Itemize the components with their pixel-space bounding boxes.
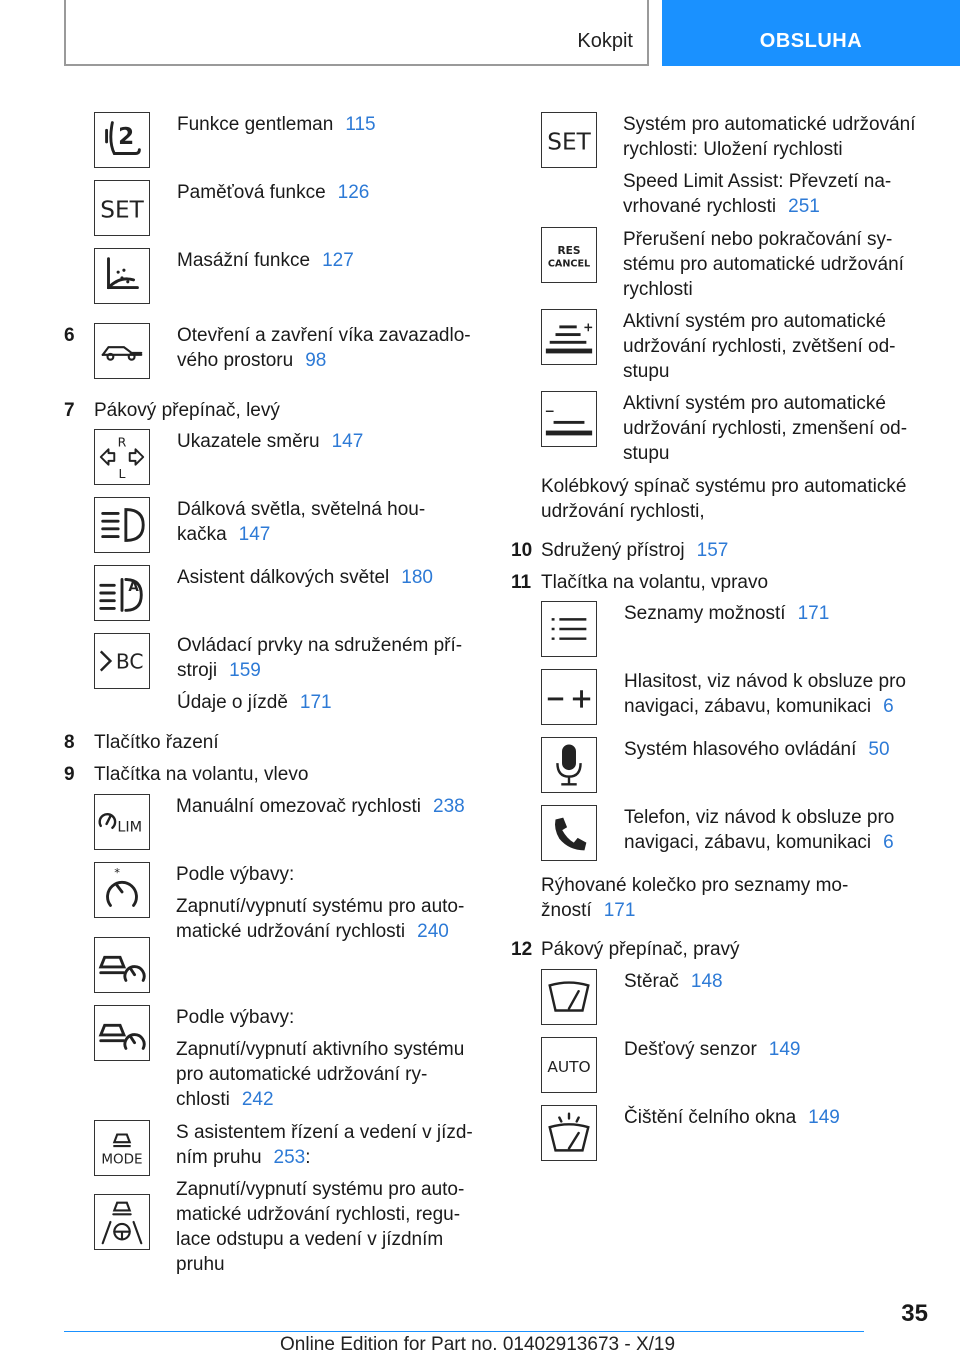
- high-beam-line2: kačka 147: [177, 524, 271, 545]
- item-number: 8: [64, 732, 75, 753]
- minus-line2: udržování rychlosti, zmenšení od-: [623, 418, 908, 439]
- memory-entry: Paměťová funkce 126: [177, 182, 370, 203]
- page-link[interactable]: 171: [797, 603, 830, 624]
- bc-line1: Ovládací prvky na sdruženém pří-: [177, 635, 463, 656]
- cruise-line3: matické udržování rychlosti 240: [176, 921, 449, 942]
- rocker-line2: udržování rychlosti,: [541, 501, 705, 522]
- mode-line1: S asistentem řízení a vedení v jízd-: [176, 1122, 473, 1143]
- page-link[interactable]: 6: [883, 696, 894, 717]
- high-beam-assist-entry: Asistent dálkových světel 180: [177, 567, 433, 588]
- cruise-line2: Zapnutí/vypnutí systému pro auto-: [176, 896, 465, 917]
- svg-text:R: R: [117, 434, 127, 450]
- assist-line2: matické udržování rychlosti, regu-: [176, 1204, 461, 1225]
- item-heading: Pákový přepínač, levý: [94, 400, 280, 421]
- wiper-icon: [541, 969, 597, 1025]
- svg-text:BC: BC: [115, 649, 144, 674]
- svg-text:A: A: [128, 579, 139, 596]
- page-link[interactable]: 242: [241, 1089, 274, 1110]
- set-memory-icon: [94, 180, 150, 236]
- page-link[interactable]: 115: [345, 114, 376, 135]
- page-link[interactable]: 147: [331, 431, 364, 452]
- high-beam-line1: Dálková světla, světelná hou-: [177, 499, 426, 520]
- wheel-line1: Rýhované kolečko pro seznamy mo-: [541, 875, 849, 896]
- acc-line3: pro automatické udržování ry-: [176, 1064, 428, 1085]
- item-heading: Tlačítka na volantu, vpravo: [541, 572, 769, 593]
- page-link[interactable]: 147: [238, 524, 271, 545]
- trunk-line1: Otevření a zavření víka zavazadlo-: [177, 325, 471, 346]
- distance-plus-icon: [541, 309, 597, 365]
- list-icon: [541, 601, 597, 657]
- bc-line2: stroji 159: [177, 660, 261, 681]
- assist-line1: Zapnutí/vypnutí systému pro auto-: [176, 1179, 465, 1200]
- acc-line4: chlosti 242: [176, 1089, 274, 1110]
- trunk-line2: vého prostoru 98: [177, 350, 327, 371]
- trip-data-entry: Údaje o jízdě 171: [177, 692, 332, 713]
- svg-text:SET: SET: [547, 129, 591, 156]
- page-link[interactable]: 251: [788, 196, 820, 217]
- header-chapter-title: OBSLUHA: [759, 30, 863, 52]
- phone-line1: Telefon, viz návod k obsluze pro: [624, 807, 895, 828]
- turn-signal-entry: Ukazatele směru 147: [177, 431, 364, 452]
- svg-text:2: 2: [118, 123, 135, 150]
- page-link[interactable]: 149: [768, 1039, 801, 1060]
- svg-text:L: L: [118, 466, 126, 482]
- header-section-box: [64, 0, 649, 66]
- item-heading: Sdružený přístroj 157: [541, 540, 729, 561]
- turn-signal-icon: [94, 429, 150, 485]
- mode-icon: [94, 1120, 150, 1176]
- bc-button-icon: [94, 633, 150, 689]
- svg-text:MODE: MODE: [101, 1151, 143, 1168]
- car-trunk-icon: [94, 323, 150, 379]
- page-link[interactable]: 50: [868, 739, 890, 760]
- set-speed-icon: [541, 112, 597, 168]
- phone-line2: navigaci, zábavu, komunikaci 6: [624, 832, 894, 853]
- set-line4: vrhované rychlosti 251: [623, 196, 820, 217]
- item-number: 9: [64, 764, 75, 785]
- volume-line2: navigaci, zábavu, komunikaci 6: [624, 696, 894, 717]
- svg-text:CANCEL: CANCEL: [547, 258, 591, 270]
- svg-text:AUTO: AUTO: [547, 1057, 591, 1076]
- set-line2: rychlosti: Uložení rychlosti: [623, 139, 843, 160]
- page-link[interactable]: 148: [690, 971, 723, 992]
- footer-divider: [64, 1331, 864, 1332]
- page-link[interactable]: 238: [433, 796, 465, 817]
- page-link[interactable]: 98: [305, 350, 327, 371]
- item-heading: Pákový přepínač, pravý: [541, 939, 740, 960]
- res-line2: stému pro automatické udržování: [623, 254, 904, 275]
- item-number: 7: [64, 400, 75, 421]
- svg-text:*: *: [114, 865, 121, 880]
- wiper-entry: Stěrač 148: [624, 971, 723, 992]
- page-link[interactable]: 240: [417, 921, 449, 942]
- page-link[interactable]: 157: [696, 540, 729, 561]
- res-line3: rychlosti: [623, 279, 693, 300]
- svg-text:LIM: LIM: [117, 819, 143, 836]
- acc-line2: Zapnutí/vypnutí aktivního systému: [176, 1039, 465, 1060]
- page-link[interactable]: 171: [299, 692, 332, 713]
- high-beam-assist-icon: [94, 565, 150, 621]
- header-chapter-tab[interactable]: [662, 0, 960, 66]
- rain-sensor-icon: [541, 1037, 597, 1093]
- svg-text:SET: SET: [100, 197, 144, 224]
- minus-line1: Aktivní systém pro automatické: [623, 393, 886, 414]
- mode-line2: ním pruhu 253:: [176, 1147, 311, 1168]
- cruise-line1: Podle výbavy:: [176, 864, 295, 885]
- page-link[interactable]: 180: [401, 567, 433, 588]
- item-number: 11: [511, 572, 532, 593]
- volume-line1: Hlasitost, viz návod k obsluze pro: [624, 671, 906, 692]
- driving-assistant-icon: [94, 1194, 150, 1250]
- microphone-icon: [541, 737, 597, 793]
- set-line1: Systém pro automatické udržování: [623, 114, 916, 135]
- res-cancel-icon: [541, 227, 597, 283]
- acc-line1: Podle výbavy:: [176, 1007, 295, 1028]
- speed-limiter-icon: [94, 794, 150, 850]
- phone-icon: [541, 805, 597, 861]
- minus-line3: stupu: [623, 443, 670, 464]
- page-link[interactable]: 159: [229, 660, 261, 681]
- cruise-control-icon: [94, 862, 150, 918]
- voice-entry: Systém hlasového ovládání 50: [624, 739, 890, 760]
- distance-minus-icon: [541, 391, 597, 447]
- speed-limiter-entry: Manuální omezovač rychlosti 238: [176, 796, 465, 817]
- item-heading: Tlačítka na volantu, vlevo: [94, 764, 309, 785]
- acc-car-icon: [94, 937, 150, 993]
- footer-edition: Online Edition for Part no. 01402913673 - X/19: [280, 1334, 676, 1355]
- header-section-title: Kokpit: [577, 30, 633, 52]
- page-link[interactable]: 149: [808, 1107, 840, 1128]
- item-number: 6: [64, 325, 75, 346]
- assist-line4: pruhu: [176, 1254, 225, 1275]
- washer-entry: Čištění čelního okna 149: [624, 1107, 840, 1128]
- wheel-line2: žností 171: [541, 900, 636, 921]
- page-link[interactable]: 6: [883, 832, 894, 853]
- assist-line3: lace odstupu a vedení v jízdním: [176, 1229, 444, 1250]
- massage-entry: Masážní funkce 127: [177, 250, 354, 271]
- res-line1: Přerušení nebo pokračování sy-: [623, 229, 893, 250]
- page-link[interactable]: 127: [322, 250, 354, 271]
- plus-line1: Aktivní systém pro automatické: [623, 311, 886, 332]
- page-link[interactable]: 126: [337, 182, 370, 203]
- high-beam-icon: [94, 497, 150, 553]
- list-entry: Seznamy možností 171: [624, 603, 830, 624]
- plus-line3: stupu: [623, 361, 670, 382]
- page-link[interactable]: 171: [603, 900, 636, 921]
- svg-text:RES: RES: [557, 245, 581, 258]
- item-number: 10: [511, 540, 533, 561]
- set-line3: Speed Limit Assist: Převzetí na-: [623, 171, 892, 192]
- rocker-line1: Kolébkový spínač systému pro automatické: [541, 476, 907, 497]
- plus-line2: udržování rychlosti, zvětšení od-: [623, 336, 896, 357]
- seat-massage-icon: [94, 248, 150, 304]
- seat-gentleman-icon: [94, 112, 150, 168]
- volume-icon: [541, 669, 597, 725]
- gentleman-entry: Funkce gentleman 115: [177, 114, 376, 135]
- page-link[interactable]: 253: [273, 1147, 306, 1168]
- rain-sensor-entry: Dešťový senzor 149: [624, 1039, 801, 1060]
- page-number: 35: [901, 1300, 928, 1327]
- item-number: 12: [511, 939, 533, 960]
- item-heading: Tlačítko řazení: [94, 732, 219, 753]
- acc-car-icon: [94, 1005, 150, 1061]
- washer-icon: [541, 1105, 597, 1161]
